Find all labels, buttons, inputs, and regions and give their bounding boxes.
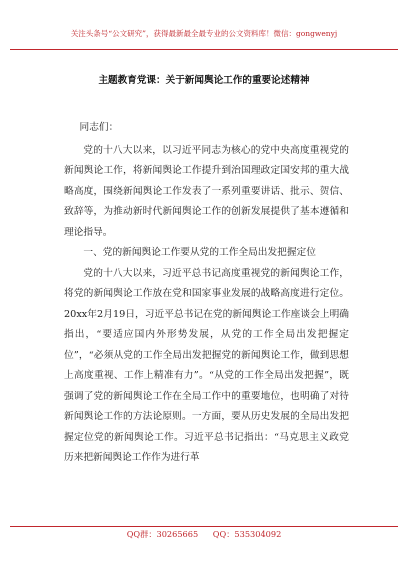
document-body [64, 118, 349, 469]
section-heading-1: 一、党的新闻舆论工作要从党的工作全局出发把握定位 [83, 247, 316, 258]
document-title: 主题教育党课：关于新闻舆论工作的重要论述精神 [98, 75, 310, 86]
footer-contact-bar [10, 526, 398, 540]
footer-qq-group: QQ群：30265665 [126, 529, 199, 539]
footer-qq-number: QQ：535304092 [212, 529, 282, 539]
paragraph-2: 党的十八大以来，习近平总书记高度重视党的新闻舆论工作，将党的新闻舆论工作放在党和国家事业发展的战略高度进行定位。20xx年2月19日，习近平总书记在党的新闻舆论工作座谈会上明确指出，“要适应国内外形势发展，从党的工作全局出发把握定位”，“必须从党的工作全局出发把握党的新闻舆论工作，做到思想上高度重视、工作上精准有力”。“从党的工作全局出发把握”，既强调了党的新闻舆论工作在全局工作中的重要地位，也明确了对待新闻舆论工作的方法论原则。一方面，要从历史发展的全局出发把握定位党的新闻舆论工作。习近平总书记指出：“马克思主义政党历来把新闻舆论工作作为进行革 [64, 267, 349, 463]
header-notice-bar [10, 29, 398, 50]
salutation: 同志们： [79, 122, 119, 133]
paragraph-1: 党的十八大以来，以习近平同志为核心的党中央高度重视党的新闻舆论工作，将新闻舆论工作提升到治国理政定国安邦的重大战略高度，围绕新闻舆论工作发表了一系列重要讲话、批示、贺信、致辞等，为推动新时代新闻舆论工作的创新发展提供了基本遵循和理论指导。 [64, 144, 349, 238]
header-notice-text: 关注头条号“公文研究”，获得最新最全最专业的公文资料库！微信：gongwenyj [70, 29, 338, 38]
